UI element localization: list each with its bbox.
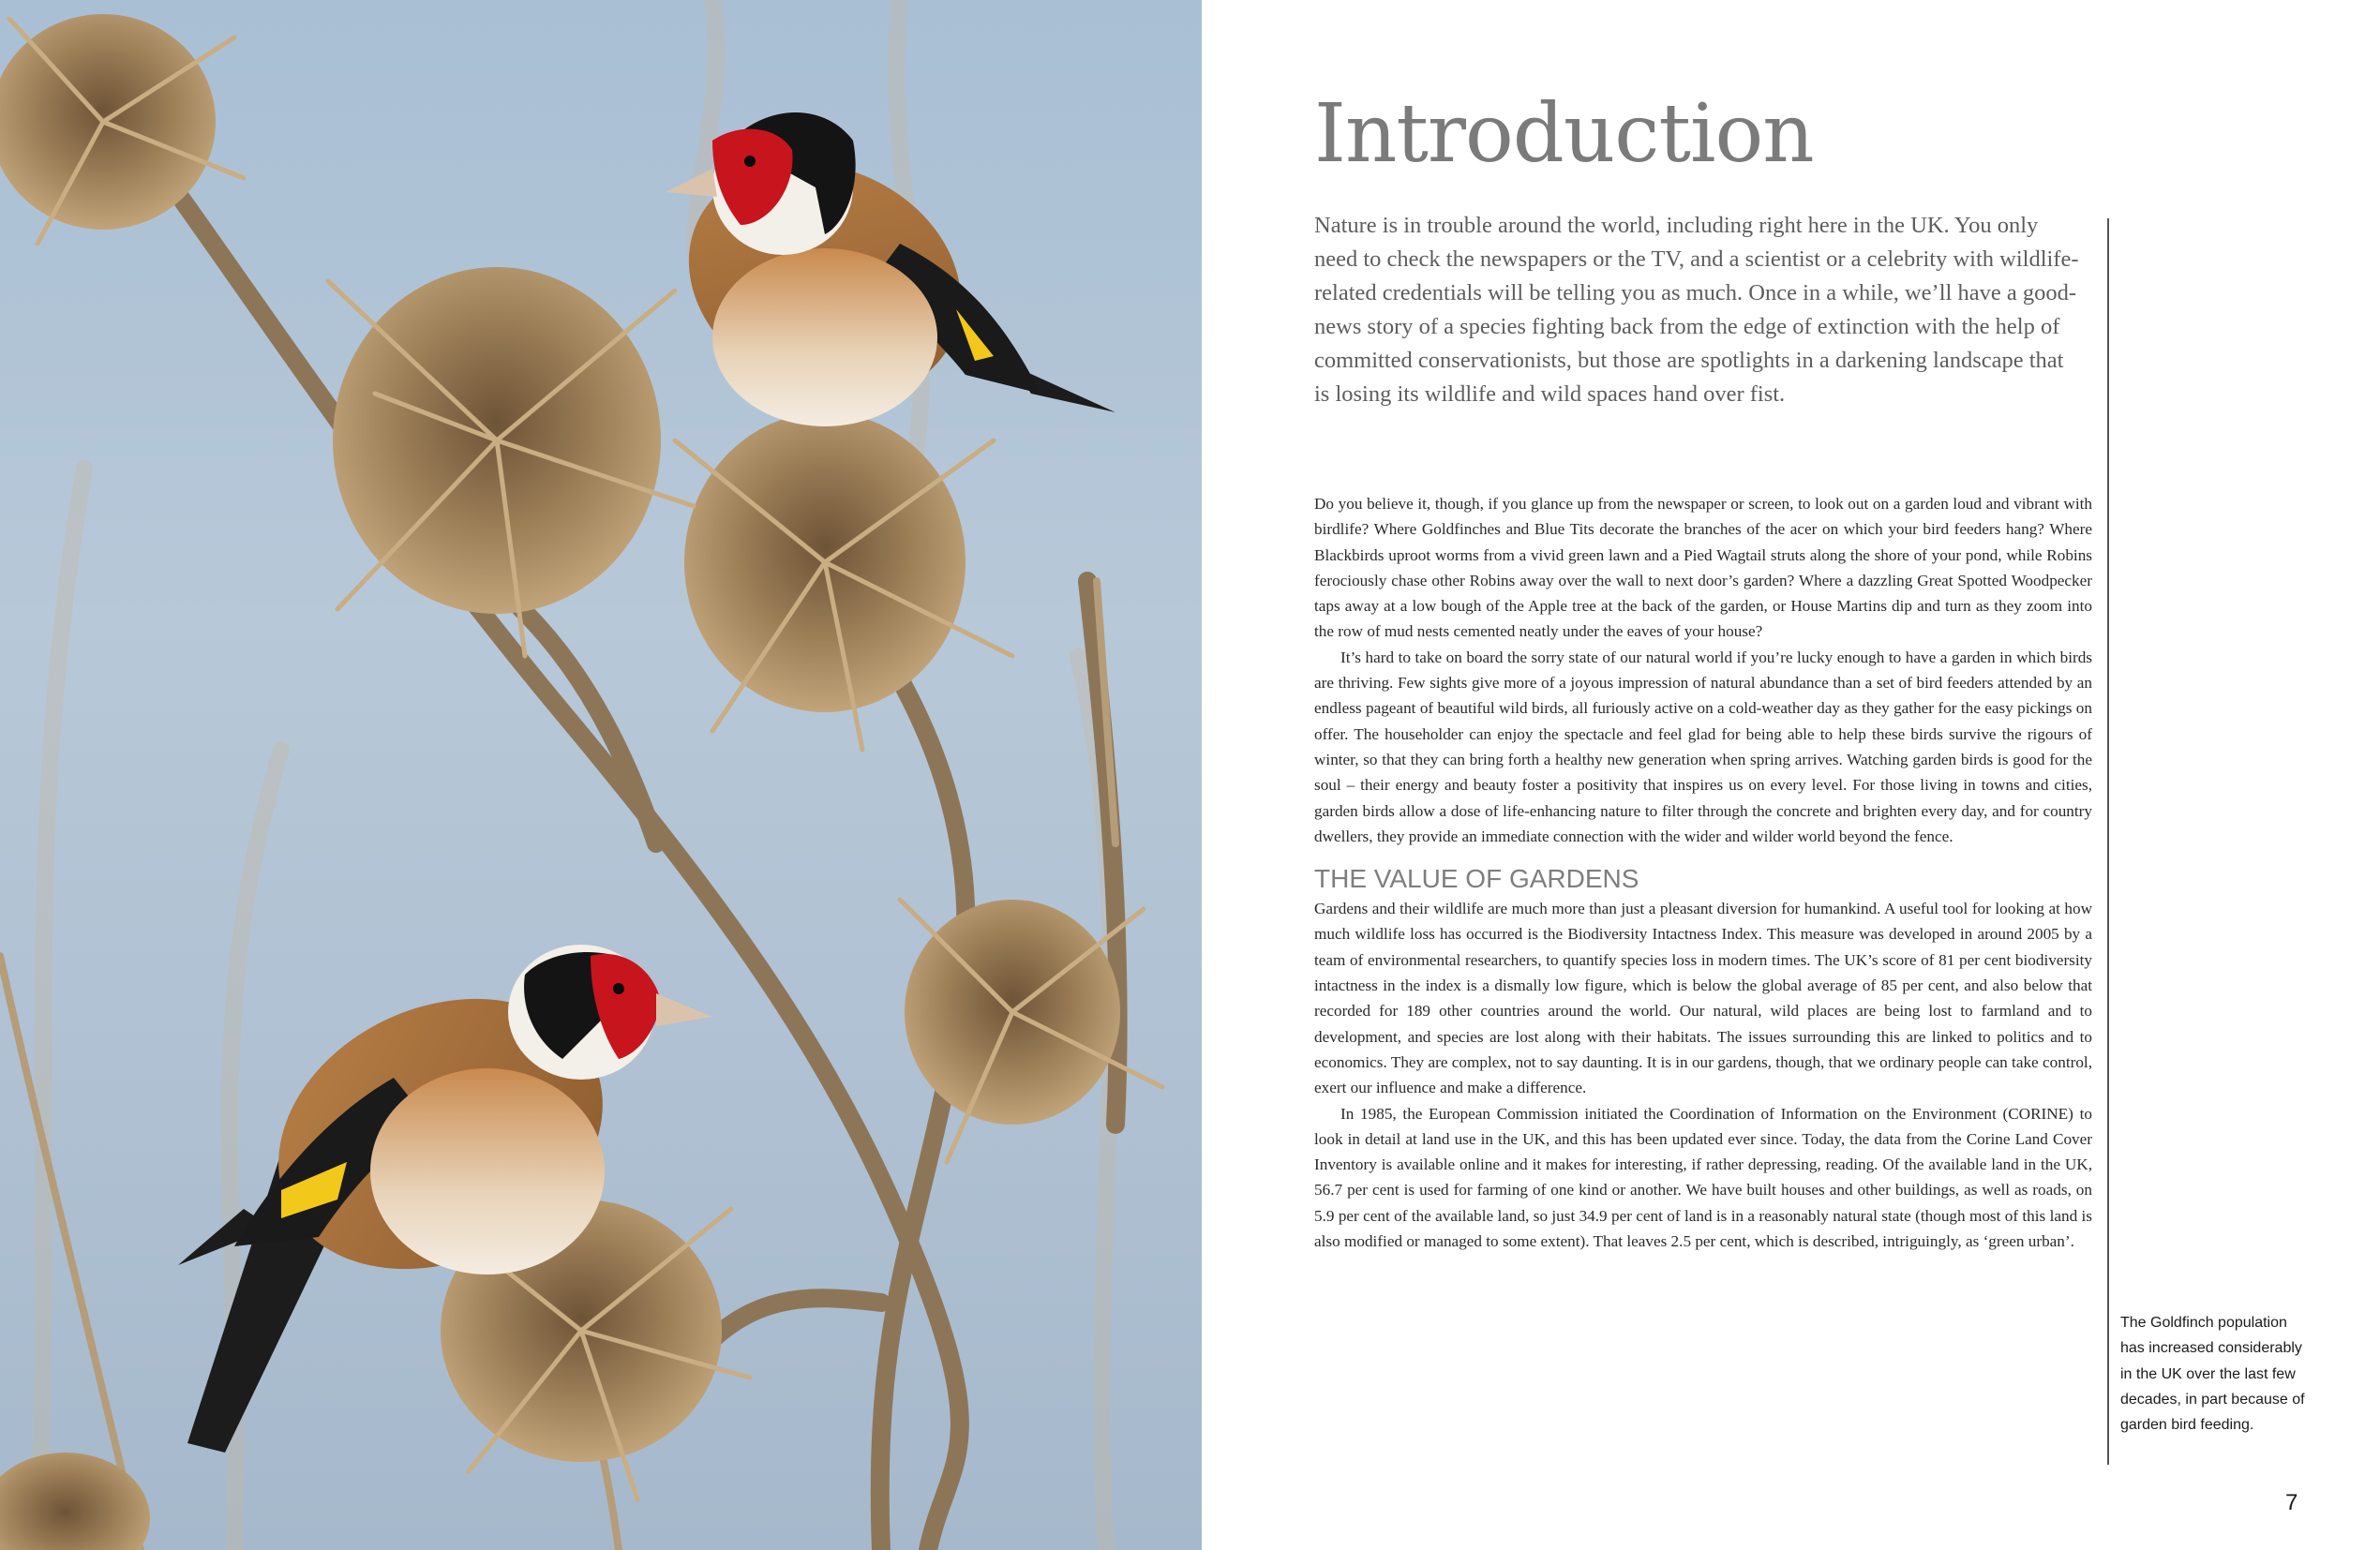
section-heading: THE VALUE OF GARDENS <box>1314 864 1639 894</box>
section-paragraph-2: In 1985, the European Commission initiated the Coordination of Information on the Environment (CORINE) to look in detail at land use in the UK, and this has been updated ever since. Today, the data from the Corine Land Cover Inventory is available online and it makes for interesting, if rather depressing, reading. Of the available land in the UK, 56.7 per cent is used for farming of one kind or another. We have built houses and other buildings, as well as roads, on 5.9 per cent of the available land, so just 34.9 per cent of land is in a reasonably natural state (though most of this land is also modified or managed to some extent). That leaves 2.5 per cent, which is described, intriguingly, as ‘green urban’. <box>1314 1104 2092 1251</box>
section-paragraph-1: Gardens and their wildlife are much more than just a pleasant diversion for humankind. A useful tool for looking at how much wildlife loss has occurred is the Biodiversity Intactness Index. This measure was developed in around 2005 by a team of environmental researchers, to quantify species loss in modern times. The UK’s score of 81 per cent biodiversity intactness in the index is a dismally low figure, which is below the global average of 85 per cent, and also below that recorded for 189 other countries around the world. Our natural, wild places are being lost to farmland and to development, and species are lost along with their habitats. The issues surrounding this are linked to politics and to economics. They are complex, not to say daunting. It is in our gardens, though, that we ordinary people can take control, exert our influence and make a difference. <box>1314 900 2092 1097</box>
intro-lede: Nature is in trouble around the world, including right here in the UK. You only need to check the newspapers or the TV, and a scientist or a celebrity with wildlife-related credentials will be telling you as much. Once in a while, we’ll have a good-news story of a species fighting back from the edge of extinction with the help of committed conservationists, but those are spotlights in a darkening landscape that is losing its wildlife and wild spaces hand over fist. <box>1314 213 2079 407</box>
page-title: Introduction <box>1314 87 1814 181</box>
text-page <box>1202 0 2380 1550</box>
photo-caption: The Goldfinch population has increased considerably in the UK over the last few decades, in part because of garden bird feeding. <box>2120 1315 2305 1434</box>
body-paragraph-1: Do you believe it, though, if you glance up from the newspaper or screen, to look out on a garden loud and vibrant with birdlife? Where Goldfinches and Blue Tits decorate the branches of the acer on which your bird feeders hang? Where Blackbirds uproot worms from a vivid green lawn and a Pied Wagtail struts along the shore of your pond, while Robins ferociously chase other Robins away over the wall to next door’s garden? Where a dazzling Great Spotted Woodpecker taps away at a low bough of the Apple tree at the back of the garden, or House Martins dip and turn as they zoom into the row of mud nests cemented neatly under the eaves of your house? <box>1314 495 2092 641</box>
margin-rule <box>2107 218 2109 1465</box>
body-paragraph-2: It’s hard to take on board the sorry state of our natural world if you’re lucky enough to have a garden in which birds are thriving. Few sights give more of a joyous impression of natural abundance than a set of bird feeders attended by an endless pageant of beautiful wild birds, all furiously active on a cold-weather day as they gather for the easy pickings on offer. The householder can enjoy the spectacle and feel glad for being able to help these birds survive the rigours of winter, so that they can bring forth a healthy new generation when spring arrives. Watching garden birds is good for the soul – their energy and beauty foster a positivity that inspires us on every level. For those living in towns and cities, garden birds allow a dose of life-enhancing nature to filter through the concrete and brighten every day, and for country dwellers, they provide an immediate connection with the wider and wilder world beyond the fence. <box>1314 648 2092 845</box>
body-text <box>1314 491 2092 1254</box>
goldfinch-upper <box>650 112 1115 442</box>
page-number: 7 <box>2285 1490 2298 1515</box>
